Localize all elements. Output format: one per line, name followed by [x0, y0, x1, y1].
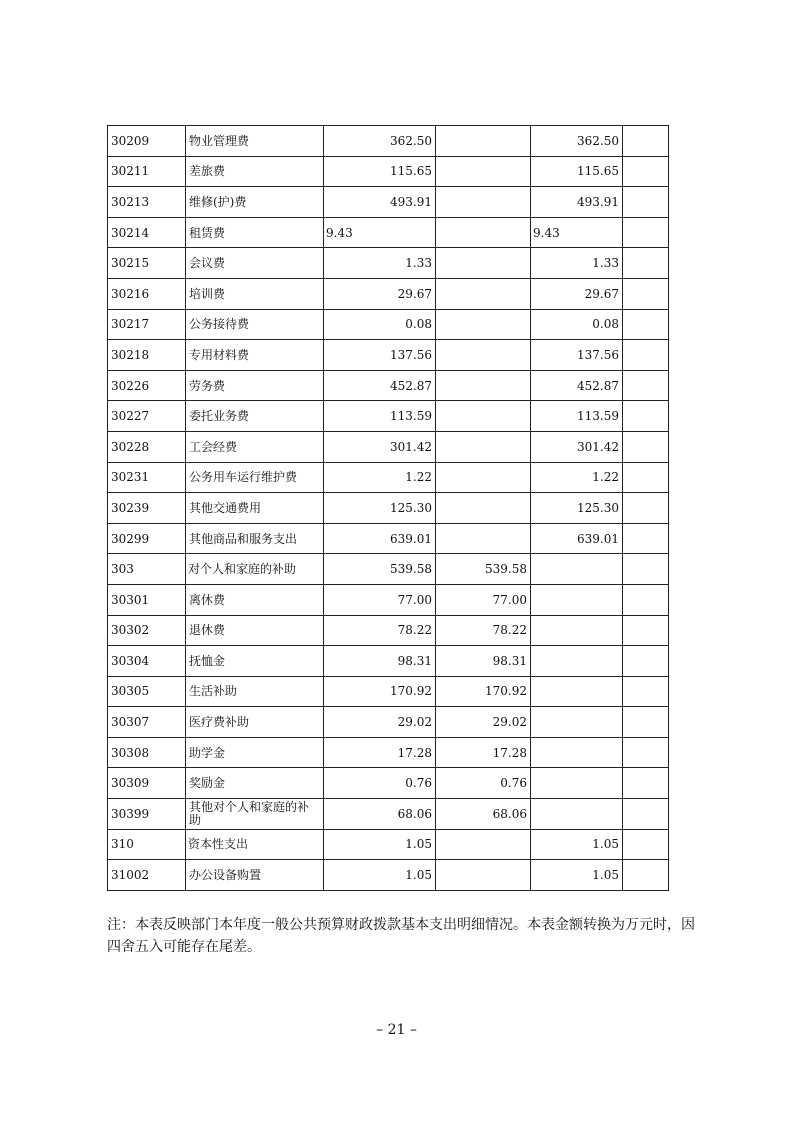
row-name: 其他对个人和家庭的补助 [186, 799, 324, 830]
row-total: 639.01 [324, 523, 436, 554]
row-extra [623, 646, 669, 677]
row-public: 113.59 [531, 401, 623, 432]
row-code: 30228 [108, 431, 186, 462]
row-total: 452.87 [324, 370, 436, 401]
table-row [108, 156, 669, 187]
row-public [531, 584, 623, 615]
row-total: 77.00 [324, 584, 436, 615]
table-row [108, 493, 669, 524]
row-extra [623, 156, 669, 187]
table-row [108, 431, 669, 462]
row-extra [623, 309, 669, 340]
row-public [531, 615, 623, 646]
row-extra [623, 493, 669, 524]
table-row [108, 523, 669, 554]
row-basic [436, 248, 531, 279]
row-total: 493.91 [324, 187, 436, 218]
row-total: 1.22 [324, 462, 436, 493]
table-row [108, 737, 669, 768]
row-public: 362.50 [531, 126, 623, 157]
row-total: 115.65 [324, 156, 436, 187]
row-public: 9.43 [531, 217, 623, 248]
row-extra [623, 554, 669, 585]
row-code: 30301 [108, 584, 186, 615]
row-basic [436, 829, 531, 860]
row-total: 113.59 [324, 401, 436, 432]
row-name: 物业管理费 [186, 126, 324, 157]
table-row [108, 126, 669, 157]
row-name: 公务接待费 [186, 309, 324, 340]
table-body [108, 126, 669, 891]
row-public: 0.08 [531, 309, 623, 340]
row-public: 29.67 [531, 278, 623, 309]
row-code: 30218 [108, 340, 186, 371]
table-row [108, 278, 669, 309]
row-code: 30304 [108, 646, 186, 677]
table-row [108, 554, 669, 585]
row-extra [623, 187, 669, 218]
row-basic [436, 860, 531, 891]
table-row [108, 646, 669, 677]
row-code: 30226 [108, 370, 186, 401]
table-row [108, 584, 669, 615]
row-extra [623, 737, 669, 768]
row-basic: 170.92 [436, 676, 531, 707]
table-row [108, 707, 669, 738]
row-total: 125.30 [324, 493, 436, 524]
row-total: 9.43 [324, 217, 436, 248]
table-row [108, 187, 669, 218]
row-total: 78.22 [324, 615, 436, 646]
row-total: 29.67 [324, 278, 436, 309]
row-extra [623, 370, 669, 401]
row-extra [623, 615, 669, 646]
row-public [531, 676, 623, 707]
row-basic [436, 462, 531, 493]
row-basic: 0.76 [436, 768, 531, 799]
row-total: 539.58 [324, 554, 436, 585]
table-row [108, 217, 669, 248]
row-basic [436, 523, 531, 554]
row-total: 98.31 [324, 646, 436, 677]
table-row [108, 462, 669, 493]
row-name: 办公设备购置 [186, 860, 324, 891]
row-name: 公务用车运行维护费 [186, 462, 324, 493]
row-name: 租赁费 [186, 217, 324, 248]
row-basic [436, 370, 531, 401]
row-extra [623, 829, 669, 860]
table-row [108, 615, 669, 646]
row-name: 专用材料费 [186, 340, 324, 371]
row-basic [436, 126, 531, 157]
row-total: 0.76 [324, 768, 436, 799]
row-basic [436, 278, 531, 309]
row-name: 生活补助 [186, 676, 324, 707]
row-code: 310 [108, 829, 186, 860]
row-name: 其他商品和服务支出 [186, 523, 324, 554]
table-row [108, 340, 669, 371]
row-public: 301.42 [531, 431, 623, 462]
row-total: 29.02 [324, 707, 436, 738]
row-extra [623, 462, 669, 493]
row-public: 639.01 [531, 523, 623, 554]
table-row [108, 248, 669, 279]
row-code: 30302 [108, 615, 186, 646]
row-public: 125.30 [531, 493, 623, 524]
row-code: 30309 [108, 768, 186, 799]
row-total: 1.33 [324, 248, 436, 279]
row-code: 30217 [108, 309, 186, 340]
footnote: 注：本表反映部门本年度一般公共预算财政拨款基本支出明细情况。本表金额转换为万元时，因四舍五入可能存在尾差。 [107, 917, 695, 955]
row-name: 维修(护)费 [186, 187, 324, 218]
table-row [108, 829, 669, 860]
row-public: 1.05 [531, 829, 623, 860]
row-public [531, 737, 623, 768]
row-name: 委托业务费 [186, 401, 324, 432]
row-extra [623, 431, 669, 462]
row-name: 工会经费 [186, 431, 324, 462]
table-row [108, 401, 669, 432]
row-basic: 98.31 [436, 646, 531, 677]
row-basic [436, 401, 531, 432]
row-public [531, 768, 623, 799]
row-total: 170.92 [324, 676, 436, 707]
table-row [108, 799, 669, 830]
expenditure-table [107, 125, 669, 891]
row-total: 137.56 [324, 340, 436, 371]
row-name: 退休费 [186, 615, 324, 646]
row-basic: 68.06 [436, 799, 531, 830]
row-total: 1.05 [324, 860, 436, 891]
row-extra [623, 217, 669, 248]
row-code: 30214 [108, 217, 186, 248]
row-extra [623, 278, 669, 309]
row-total: 17.28 [324, 737, 436, 768]
row-basic [436, 309, 531, 340]
row-code: 303 [108, 554, 186, 585]
row-public: 115.65 [531, 156, 623, 187]
row-basic [436, 217, 531, 248]
row-extra [623, 768, 669, 799]
row-public [531, 646, 623, 677]
row-code: 30227 [108, 401, 186, 432]
table-row [108, 768, 669, 799]
row-basic [436, 493, 531, 524]
row-code: 30209 [108, 126, 186, 157]
row-extra [623, 401, 669, 432]
row-extra [623, 523, 669, 554]
row-extra [623, 707, 669, 738]
row-code: 30216 [108, 278, 186, 309]
row-public [531, 707, 623, 738]
row-total: 301.42 [324, 431, 436, 462]
row-name: 其他交通费用 [186, 493, 324, 524]
row-name: 培训费 [186, 278, 324, 309]
row-extra [623, 676, 669, 707]
row-name: 助学金 [186, 737, 324, 768]
row-code: 30399 [108, 799, 186, 830]
row-code: 30211 [108, 156, 186, 187]
row-public: 493.91 [531, 187, 623, 218]
row-code: 30308 [108, 737, 186, 768]
table-row [108, 309, 669, 340]
row-total: 68.06 [324, 799, 436, 830]
row-name: 抚恤金 [186, 646, 324, 677]
row-name: 离休费 [186, 584, 324, 615]
row-basic [436, 187, 531, 218]
row-total: 1.05 [324, 829, 436, 860]
row-public [531, 554, 623, 585]
row-code: 31002 [108, 860, 186, 891]
row-public: 1.05 [531, 860, 623, 891]
row-name: 劳务费 [186, 370, 324, 401]
row-code: 30299 [108, 523, 186, 554]
row-public: 452.87 [531, 370, 623, 401]
row-name: 资本性支出 [186, 829, 324, 860]
table-row [108, 370, 669, 401]
row-name: 会议费 [186, 248, 324, 279]
row-basic: 539.58 [436, 554, 531, 585]
row-name: 医疗费补助 [186, 707, 324, 738]
table-row [108, 676, 669, 707]
row-extra [623, 584, 669, 615]
row-public: 1.22 [531, 462, 623, 493]
row-name: 对个人和家庭的补助 [186, 554, 324, 585]
row-name: 差旅费 [186, 156, 324, 187]
row-extra [623, 340, 669, 371]
row-extra [623, 799, 669, 830]
row-code: 30213 [108, 187, 186, 218]
row-code: 30307 [108, 707, 186, 738]
row-basic: 29.02 [436, 707, 531, 738]
row-extra [623, 860, 669, 891]
row-extra [623, 248, 669, 279]
row-public: 137.56 [531, 340, 623, 371]
row-basic: 17.28 [436, 737, 531, 768]
row-code: 30231 [108, 462, 186, 493]
row-code: 30215 [108, 248, 186, 279]
row-basic [436, 156, 531, 187]
row-public: 1.33 [531, 248, 623, 279]
row-extra [623, 126, 669, 157]
row-code: 30239 [108, 493, 186, 524]
row-basic: 78.22 [436, 615, 531, 646]
row-basic [436, 340, 531, 371]
row-public [531, 799, 623, 830]
row-total: 0.08 [324, 309, 436, 340]
row-code: 30305 [108, 676, 186, 707]
page-number: – 21 – [376, 1022, 417, 1038]
table-row [108, 860, 669, 891]
row-name: 奖励金 [186, 768, 324, 799]
row-total: 362.50 [324, 126, 436, 157]
row-basic [436, 431, 531, 462]
row-basic: 77.00 [436, 584, 531, 615]
